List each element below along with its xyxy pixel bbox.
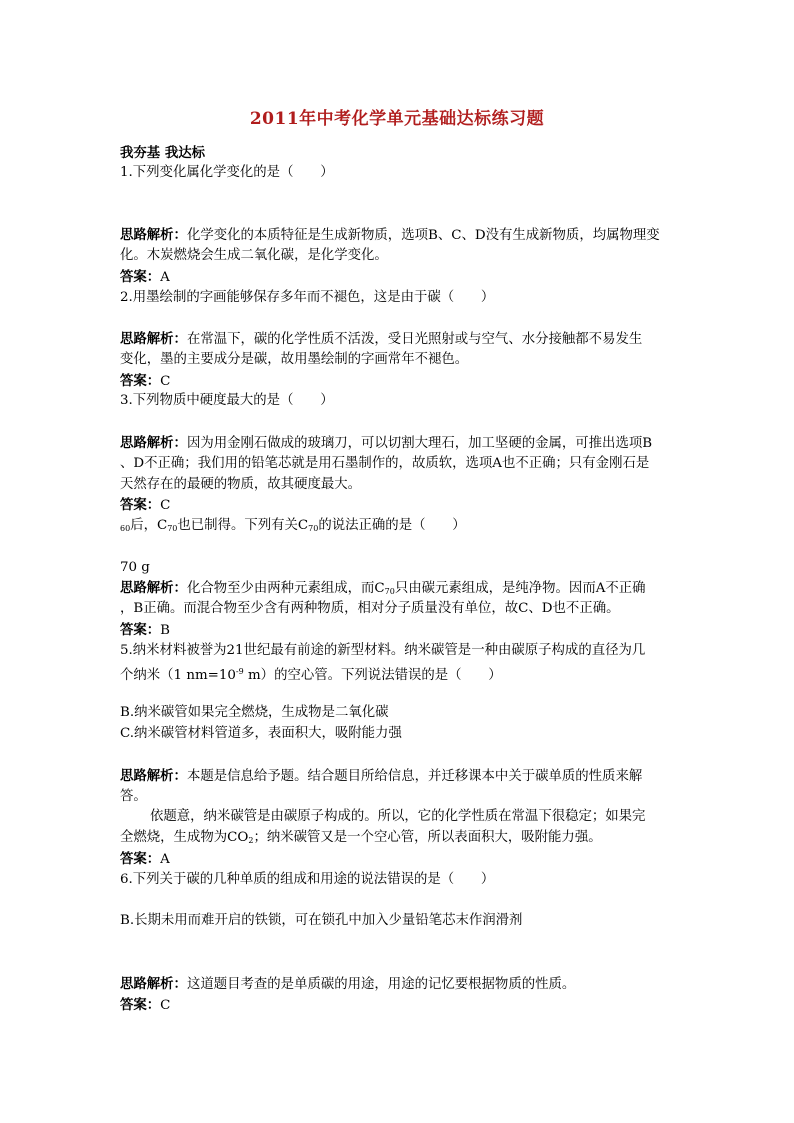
question-4: $_{60}$后，$C_{70}$也已制得。下列有关$C_{70}$的说法正确的是（ ） <box>120 518 466 533</box>
q6-analysis: 思路解析：这道题目考查的是单质碳的用途，用途的记忆要根据物质的性质。 <box>120 976 576 992</box>
analysis-label: 思路解析： <box>120 227 187 243</box>
q4-analysis-line-1: 思路解析：化合物至少由两种元素组成，而$C_{70}$只由碳元素组成，是纯净物。因而A不正确 <box>120 580 646 596</box>
answer-label: 答案： <box>120 997 161 1013</box>
q5-analysis-line-1: 思路解析：本题是信息给予题。结合题目所给信息，并迁移课本中关于碳单质的性质来解 <box>120 768 643 784</box>
question-1: 1.下列变化属化学变化的是（ ） <box>120 165 334 180</box>
q3-answer: 答案：C <box>120 497 171 513</box>
q4-option-fragment: 70 g <box>120 560 150 575</box>
section-heading: 我夯基 我达标 <box>120 145 206 161</box>
q6-answer: 答案：C <box>120 997 171 1013</box>
q3-analysis-line-3: 天然存在的最硬的物质，故其硬度最大。 <box>120 477 362 492</box>
q5-option-b: B.纳米碳管如果完全燃烧，生成物是二氧化碳 <box>120 705 389 720</box>
analysis-label: 思路解析： <box>120 580 187 596</box>
analysis-label: 思路解析： <box>120 976 187 992</box>
q4-analysis-line-2: ，B正确。而混合物至少含有两种物质，相对分子质量没有单位，故C、D也不正确。 <box>120 601 620 616</box>
q6-option-b: B.长期未用而难开启的铁锁，可在锁孔中加入少量铅笔芯末作润滑剂 <box>120 913 523 928</box>
question-5-line-1: 5.纳米材料被誉为21世纪最有前途的新型材料。纳米碳管是一种由碳原子构成的直径为几 <box>120 643 646 658</box>
answer-label: 答案： <box>120 373 161 389</box>
q1-analysis-line-1: 思路解析：化学变化的本质特征是生成新物质，选项B、C、D没有生成新物质，均属物理变 <box>120 227 660 243</box>
q5-answer: 答案：A <box>120 851 170 867</box>
q1-answer: 答案：A <box>120 269 170 285</box>
analysis-label: 思路解析： <box>120 331 187 347</box>
answer-label: 答案： <box>120 622 161 638</box>
q5-option-c: C.纳米碳管材料管道多，表面积大，吸附能力强 <box>120 726 402 741</box>
q5-analysis-line-3: 依题意，纳米碳管是由碳原子构成的。所以，它的化学性质在常温下很稳定；如果完 <box>150 809 646 824</box>
analysis-label: 思路解析： <box>120 435 187 451</box>
answer-label: 答案： <box>120 269 161 285</box>
answer-label: 答案： <box>120 851 161 867</box>
q3-analysis-line-1: 思路解析：因为用金刚石做成的玻璃刀，可以切割大理石，加工坚硬的金属，可推出选项B <box>120 435 653 451</box>
answer-label: 答案： <box>120 497 161 513</box>
page-title: 2011年中考化学单元基础达标练习题 <box>249 109 545 129</box>
q2-answer: 答案：C <box>120 373 171 389</box>
analysis-label: 思路解析： <box>120 768 187 784</box>
q5-analysis-line-4: 全燃烧，生成物为$CO_2$；纳米碳管又是一个空心管，所以表面积大，吸附能力强。 <box>120 830 602 845</box>
q1-analysis-line-2: 化。木炭燃烧会生成二氧化碳，是化学变化。 <box>120 248 388 263</box>
q3-analysis-line-2: 、D不正确；我们用的铅笔芯就是用石墨制作的，故质软，选项A也不正确；只有金刚石是 <box>120 456 650 471</box>
q2-analysis-line-1: 思路解析：在常温下，碳的化学性质不活泼，受日光照射或与空气、水分接触都不易发生 <box>120 331 643 347</box>
question-5-line-2: 个纳米（1 $nm=10^{-9}$ m）的空心管。下列说法错误的是（ ） <box>120 667 502 683</box>
question-6: 6.下列关于碳的几种单质的组成和用途的说法错误的是（ ） <box>120 872 495 887</box>
question-2: 2.用墨绘制的字画能够保存多年而不褪色，这是由于碳（ ） <box>120 290 495 305</box>
q4-answer: 答案：B <box>120 622 171 638</box>
q2-analysis-line-2: 变化，墨的主要成分是碳，故用墨绘制的字画常年不褪色。 <box>120 352 469 367</box>
question-3: 3.下列物质中硬度最大的是（ ） <box>120 393 334 408</box>
q5-analysis-line-2: 答。 <box>120 789 147 804</box>
